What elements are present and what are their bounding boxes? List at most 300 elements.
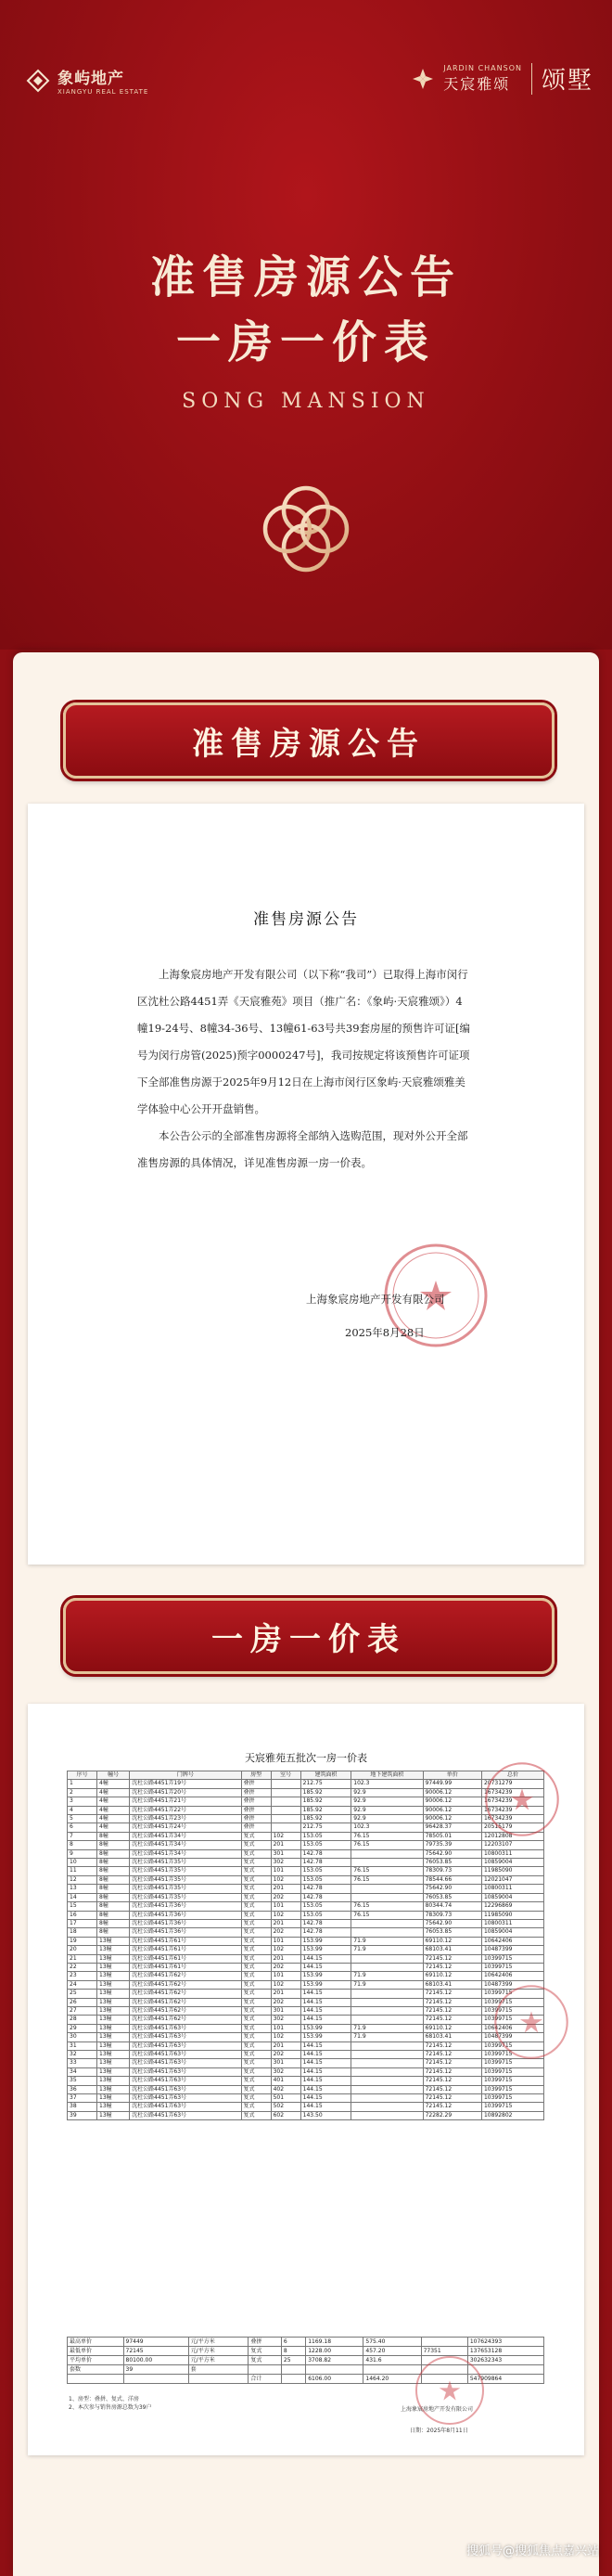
table-cell: 10399715 [481, 2006, 543, 2015]
table-cell: 12 [68, 1875, 97, 1884]
table-cell: 8幢 [97, 1849, 130, 1858]
table-cell: 76053.85 [423, 1928, 481, 1937]
column-header: 单价 [423, 1771, 481, 1780]
summary-cell: 80100.00 [123, 2356, 188, 2365]
table-cell: 38 [68, 2103, 97, 2111]
table-cell: 13幢 [97, 1954, 130, 1963]
table-cell: 13幢 [97, 2103, 130, 2111]
table-cell: 202 [271, 1893, 300, 1901]
table-cell: 19 [68, 1937, 97, 1945]
xiangyu-logo-icon [26, 69, 50, 93]
table-cell: 602 [271, 2111, 300, 2119]
table-cell: 13幢 [97, 1998, 130, 2006]
table-cell: 16734239 [481, 1788, 543, 1797]
summary-cell: 97449 [123, 2338, 188, 2347]
table-cell: 20 [68, 1946, 97, 1954]
table-cell: 13幢 [97, 1972, 130, 1980]
table-cell: 72145.12 [423, 2094, 481, 2103]
table-cell: 301 [271, 1849, 300, 1858]
table-cell: 75642.90 [423, 1919, 481, 1927]
table-cell: 沈杜公路4451弄61号 [130, 1937, 241, 1945]
table-cell: 502 [271, 2103, 300, 2111]
table-cell: 102.3 [351, 1823, 423, 1832]
company-seal-icon [491, 1982, 571, 2062]
table-cell: 10859004 [481, 1859, 543, 1867]
table-cell: 复式 [241, 1919, 271, 1927]
price-list-document [28, 1704, 584, 2455]
table-cell: 69110.12 [423, 1937, 481, 1945]
table-cell: 72145.12 [423, 2059, 481, 2067]
table-cell: 沈杜公路4451弄19号 [130, 1780, 241, 1788]
table-cell: 101 [271, 1902, 300, 1911]
price-table-body [68, 1780, 544, 2120]
summary-cell: 137653128 [467, 2347, 543, 2356]
table-cell: 复式 [241, 1885, 271, 1893]
table-cell: 144.15 [300, 2059, 351, 2067]
summary-cell: 77351 [421, 2347, 467, 2356]
table-cell [351, 2103, 423, 2111]
table-cell: 24 [68, 1980, 97, 1989]
table-cell [351, 2111, 423, 2119]
table-cell: 沈杜公路4451弄35号 [130, 1867, 241, 1875]
table-cell: 叠拼 [241, 1780, 271, 1788]
xiangyu-logo [26, 65, 148, 96]
table-cell: 8幢 [97, 1832, 130, 1840]
table-cell: 71.9 [351, 1937, 423, 1945]
table-cell: 23 [68, 1972, 97, 1980]
table-cell: 6 [68, 1823, 97, 1832]
table-cell: 31 [68, 2041, 97, 2050]
table-cell: 72145.12 [423, 1963, 481, 1971]
table-cell: 76.15 [351, 1911, 423, 1919]
table-cell: 153.99 [300, 1937, 351, 1945]
table-cell: 10642406 [481, 1937, 543, 1945]
table-row [68, 1788, 544, 1797]
table-cell: 153.99 [300, 1946, 351, 1954]
table-cell: 72145.12 [423, 1998, 481, 2006]
table-cell: 12012808 [481, 1832, 543, 1840]
summary-cell: 元/平方米 [188, 2356, 249, 2365]
table-cell: 30 [68, 2033, 97, 2041]
table-cell: 71.9 [351, 2024, 423, 2032]
notice-date: 2025年8月28日 [345, 1326, 425, 1339]
table-cell: 沈杜公路4451弄35号 [130, 1893, 241, 1901]
table-cell: 沈杜公路4451弄61号 [130, 1963, 241, 1971]
table-cell: 8幢 [97, 1859, 130, 1867]
table-cell: 153.99 [300, 2024, 351, 2032]
table-cell: 142.78 [300, 1919, 351, 1927]
table-cell: 101 [271, 1867, 300, 1875]
table-row [68, 1806, 544, 1814]
summary-cell: 复式 [249, 2347, 281, 2356]
table-row [68, 1859, 544, 1867]
summary-cell: 431.6 [363, 2356, 421, 2365]
table-cell: 10892802 [481, 2111, 543, 2119]
table-row [68, 1972, 544, 1980]
table-cell: 沈杜公路4451弄35号 [130, 1875, 241, 1884]
summary-cell [421, 2338, 467, 2347]
table-cell: 96428.37 [423, 1823, 481, 1832]
table-cell: 69110.12 [423, 2024, 481, 2032]
column-header: 地下建筑面积 [351, 1771, 423, 1780]
table-cell [351, 1998, 423, 2006]
summary-cell [306, 2365, 363, 2375]
hero-subtitle: SONG MANSION [182, 390, 430, 413]
table-cell: 11985090 [481, 1911, 543, 1919]
table-row [68, 2094, 544, 2103]
table-cell: 16734239 [481, 1806, 543, 1814]
table-cell: 144.15 [300, 1990, 351, 1998]
table-cell: 72282.29 [423, 2111, 481, 2119]
table-row [68, 2016, 544, 2024]
summary-cell: 叠拼 [249, 2338, 281, 2347]
table-cell: 复式 [241, 1875, 271, 1884]
table-cell: 沈杜公路4451弄62号 [130, 1980, 241, 1989]
table-cell: 75642.90 [423, 1885, 481, 1893]
price-list-banner: 一房一价表 [63, 1598, 555, 1674]
summary-cell [281, 2375, 305, 2384]
table-cell: 302 [271, 2016, 300, 2024]
table-cell: 叠拼 [241, 1823, 271, 1832]
table-cell: 复式 [241, 1972, 271, 1980]
xiangyu-brand-en: XIANGYU REAL ESTATE [57, 88, 149, 96]
table-cell: 13幢 [97, 2077, 130, 2085]
table-cell: 13幢 [97, 1990, 130, 1998]
notice-body [137, 961, 471, 1177]
table-cell: 10399715 [481, 2094, 543, 2103]
company-seal-icon [482, 1759, 562, 1839]
table-cell [351, 1990, 423, 1998]
table-cell: 10487399 [481, 1946, 543, 1954]
table-cell: 76.15 [351, 1841, 423, 1849]
column-header: 门牌号 [130, 1771, 241, 1780]
table-cell: 34 [68, 2067, 97, 2076]
table-cell: 102 [271, 1980, 300, 1989]
table-cell: 69110.12 [423, 1972, 481, 1980]
table-cell: 90006.12 [423, 1788, 481, 1797]
summary-cell: 575.40 [363, 2338, 421, 2347]
table-cell [351, 1954, 423, 1963]
table-cell: 10399715 [481, 1990, 543, 1998]
table-cell: 10399715 [481, 2085, 543, 2093]
table-cell: 144.15 [300, 2103, 351, 2111]
table-cell: 13幢 [97, 2041, 130, 2050]
table-cell: 沈杜公路4451弄21号 [130, 1797, 241, 1806]
table-cell: 10399715 [481, 1963, 543, 1971]
table-cell: 10800311 [481, 1885, 543, 1893]
summary-cell: 1169.18 [306, 2338, 363, 2347]
table-cell [351, 2041, 423, 2050]
knot-emblem-icon [250, 473, 362, 585]
table-cell: 92.9 [351, 1788, 423, 1797]
table-cell: 153.99 [300, 1980, 351, 1989]
table-cell: 沈杜公路4451弄63号 [130, 2111, 241, 2119]
hero-title-price-list: 一房一价表 [175, 316, 436, 368]
table-cell: 10399715 [481, 2059, 543, 2067]
table-cell: 71.9 [351, 1972, 423, 1980]
summary-cell: 6 [281, 2338, 305, 2347]
table-cell: 沈杜公路4451弄63号 [130, 2059, 241, 2067]
table-date: 日期：2025年8月11日 [410, 2428, 468, 2434]
table-cell: 16 [68, 1911, 97, 1919]
table-cell: 153.05 [300, 1867, 351, 1875]
table-cell: 102 [271, 2033, 300, 2041]
table-row [68, 1963, 544, 1971]
table-cell: 17 [68, 1919, 97, 1927]
table-cell: 10399715 [481, 2067, 543, 2076]
table-row [68, 1885, 544, 1893]
table-cell: 沈杜公路4451弄36号 [130, 1902, 241, 1911]
table-cell: 3 [68, 1797, 97, 1806]
table-cell: 68103.41 [423, 2033, 481, 2041]
table-cell: 8幢 [97, 1919, 130, 1927]
summary-cell: 合计 [249, 2375, 281, 2384]
table-cell: 78544.66 [423, 1875, 481, 1884]
table-cell: 75642.90 [423, 1849, 481, 1858]
table-cell: 复式 [241, 1963, 271, 1971]
column-header: 序号 [68, 1771, 97, 1780]
table-cell: 153.99 [300, 1972, 351, 1980]
table-cell: 201 [271, 1990, 300, 1998]
xiangyu-brand-name: 象屿地产 [57, 70, 124, 88]
summary-cell: 107624393 [467, 2338, 543, 2347]
table-cell: 102.3 [351, 1780, 423, 1788]
table-cell: 沈杜公路4451弄35号 [130, 1885, 241, 1893]
table-cell: 142.78 [300, 1859, 351, 1867]
table-cell: 72145.12 [423, 2067, 481, 2076]
table-cell: 复式 [241, 1954, 271, 1963]
summary-cell: 元/平方米 [188, 2347, 249, 2356]
table-cell [351, 1928, 423, 1937]
table-cell: 76.15 [351, 1867, 423, 1875]
table-cell: 沈杜公路4451弄63号 [130, 2094, 241, 2103]
table-cell: 153.05 [300, 1911, 351, 1919]
table-cell: 37 [68, 2094, 97, 2103]
table-cell: 144.15 [300, 2085, 351, 2093]
table-cell: 13幢 [97, 2033, 130, 2041]
table-cell: 复式 [241, 2085, 271, 2093]
table-signer: 上海象宸房地产开发有限公司 [401, 2406, 474, 2413]
table-cell: 8幢 [97, 1902, 130, 1911]
table-cell [351, 2067, 423, 2076]
price-table-header [68, 1771, 544, 1780]
jardin-chanson-en: JARDIN CHANSON [443, 63, 522, 72]
summary-cell: 72145 [123, 2347, 188, 2356]
notice-paragraph-2: 本公告公示的全部准售房源将全部纳入选购范围，现对外公开全部准售房源的具体情况，详见准售房源一房一价表。 [137, 1129, 468, 1169]
summary-cell: 457.20 [363, 2347, 421, 2356]
table-cell: 10399715 [481, 2041, 543, 2050]
table-cell: 10399715 [481, 1998, 543, 2006]
suite-name: 颂墅 [541, 67, 593, 95]
table-row [68, 1797, 544, 1806]
table-cell: 72145.12 [423, 2103, 481, 2111]
table-cell: 复式 [241, 2103, 271, 2111]
table-cell: 13幢 [97, 2006, 130, 2015]
company-seal-icon [413, 2353, 487, 2428]
table-cell: 90006.12 [423, 1797, 481, 1806]
table-cell: 153.05 [300, 1875, 351, 1884]
table-cell: 13幢 [97, 2111, 130, 2119]
table-cell: 沈杜公路4451弄34号 [130, 1832, 241, 1840]
table-cell: 201 [271, 2041, 300, 2050]
table-note-2: 2、本次参与销售房源总数为39户 [69, 2404, 152, 2411]
table-row [68, 1815, 544, 1823]
table-cell: 复式 [241, 1990, 271, 1998]
table-cell: 143.50 [300, 2111, 351, 2119]
table-cell: 22 [68, 1963, 97, 1971]
table-cell: 13幢 [97, 1937, 130, 1945]
table-cell: 72145.12 [423, 2077, 481, 2085]
column-header: 总价 [481, 1771, 543, 1780]
table-cell: 复式 [241, 2059, 271, 2067]
table-cell: 35 [68, 2077, 97, 2085]
table-row [68, 1823, 544, 1832]
table-cell: 144.15 [300, 2051, 351, 2059]
table-cell: 185.92 [300, 1815, 351, 1823]
table-cell: 复式 [241, 2006, 271, 2015]
table-cell: 97449.99 [423, 1780, 481, 1788]
table-cell: 复式 [241, 2024, 271, 2032]
table-cell: 21 [68, 1954, 97, 1963]
table-cell: 沈杜公路4451弄61号 [130, 1946, 241, 1954]
table-cell: 复式 [241, 1849, 271, 1858]
table-cell: 71.9 [351, 1980, 423, 1989]
table-cell: 33 [68, 2059, 97, 2067]
notice-signer: 上海象宸房地产开发有限公司 [306, 1293, 445, 1306]
price-table-title: 天宸雅苑五批次一房一价表 [245, 1752, 367, 1764]
table-cell: 4 [68, 1806, 97, 1814]
summary-cell: 8 [281, 2347, 305, 2356]
table-row [68, 2111, 544, 2119]
table-cell [351, 2094, 423, 2103]
summary-cell: 最高单价 [68, 2338, 124, 2347]
table-cell: 13 [68, 1885, 97, 1893]
table-cell: 沈杜公路4451弄34号 [130, 1849, 241, 1858]
table-cell: 沈杜公路4451弄62号 [130, 2006, 241, 2015]
table-cell [351, 2051, 423, 2059]
table-cell: 复式 [241, 2067, 271, 2076]
jardin-chanson-logo [412, 61, 593, 96]
table-cell: 153.99 [300, 2033, 351, 2041]
table-cell: 14 [68, 1893, 97, 1901]
table-notes [69, 2395, 151, 2412]
table-cell: 144.15 [300, 1954, 351, 1963]
summary-cell: 39 [123, 2365, 188, 2375]
table-cell: 沈杜公路4451弄63号 [130, 2067, 241, 2076]
table-cell: 39 [68, 2111, 97, 2119]
table-cell [351, 1893, 423, 1901]
table-cell: 80344.74 [423, 1902, 481, 1911]
notice-banner: 准售房源公告 [63, 702, 555, 779]
table-cell [351, 1849, 423, 1858]
table-cell: 72145.12 [423, 2051, 481, 2059]
table-cell: 10800311 [481, 1919, 543, 1927]
table-cell: 101 [271, 1937, 300, 1945]
table-cell: 沈杜公路4451弄23号 [130, 1815, 241, 1823]
table-cell: 102 [271, 1875, 300, 1884]
table-row [68, 1919, 544, 1927]
summary-cell [188, 2375, 249, 2384]
table-cell [351, 2059, 423, 2067]
table-cell: 11985090 [481, 1867, 543, 1875]
table-cell: 101 [271, 1972, 300, 1980]
table-cell: 28 [68, 2016, 97, 2024]
table-cell: 201 [271, 1954, 300, 1963]
table-cell: 复式 [241, 1937, 271, 1945]
table-cell: 212.75 [300, 1823, 351, 1832]
table-cell: 501 [271, 2094, 300, 2103]
summary-cell: 最低单价 [68, 2347, 124, 2356]
notice-paragraph-1: 上海象宸房地产开发有限公司（以下称“我司”）已取得上海市闵行区沈杜公路4451弄《天宸雅苑》项目（推广名：《象屿·天宸雅颂》）4幢19-24号、8幢34-36号、13幢61-63号共39套房屋的预售许可证[编号为闵行房管(2025)预字0000247号]，我司按规定将该预售许可证项下全部准售房源于2025年9月12日在上海市闵行区象屿·天宸雅颂雅美学体验中心公开开盘销售。 [137, 968, 471, 1115]
table-cell: 9 [68, 1849, 97, 1858]
table-row [68, 1841, 544, 1849]
table-cell: 10487399 [481, 2033, 543, 2041]
table-row [68, 2024, 544, 2032]
table-cell: 142.78 [300, 1849, 351, 1858]
price-table [67, 1771, 544, 2120]
table-cell: 复式 [241, 1980, 271, 1989]
table-cell [271, 1806, 300, 1814]
table-cell: 4幢 [97, 1780, 130, 1788]
table-cell: 102 [271, 1832, 300, 1840]
table-cell: 26 [68, 1998, 97, 2006]
table-cell: 复式 [241, 1946, 271, 1954]
table-cell: 10399715 [481, 2051, 543, 2059]
table-cell: 10642406 [481, 2024, 543, 2032]
table-row [68, 1893, 544, 1901]
table-cell: 32 [68, 2051, 97, 2059]
table-cell: 13幢 [97, 1980, 130, 1989]
table-cell: 复式 [241, 1867, 271, 1875]
table-row [68, 1849, 544, 1858]
table-cell: 18 [68, 1928, 97, 1937]
table-cell: 202 [271, 2051, 300, 2059]
hero-section [0, 0, 612, 650]
table-cell: 沈杜公路4451弄20号 [130, 1788, 241, 1797]
table-cell: 复式 [241, 1902, 271, 1911]
table-cell: 复式 [241, 1859, 271, 1867]
table-cell: 沈杜公路4451弄63号 [130, 2051, 241, 2059]
table-cell: 202 [271, 1928, 300, 1937]
summary-cell [68, 2375, 124, 2384]
table-cell: 90006.12 [423, 1806, 481, 1814]
source-watermark: 搜狐号@搜狐焦点嘉兴站 [465, 2544, 599, 2558]
table-cell: 10399715 [481, 2077, 543, 2085]
table-cell: 复式 [241, 1832, 271, 1840]
table-row [68, 2059, 544, 2067]
table-cell: 71.9 [351, 1946, 423, 1954]
table-cell: 144.15 [300, 2041, 351, 2050]
table-cell: 13幢 [97, 2016, 130, 2024]
table-cell: 13幢 [97, 2024, 130, 2032]
table-cell: 10800311 [481, 1849, 543, 1858]
table-cell: 10859004 [481, 1928, 543, 1937]
table-cell: 90006.12 [423, 1815, 481, 1823]
table-cell: 4幢 [97, 1797, 130, 1806]
table-cell: 10487399 [481, 1980, 543, 1989]
table-cell: 叠拼 [241, 1797, 271, 1806]
table-cell: 13幢 [97, 2051, 130, 2059]
table-cell: 11 [68, 1867, 97, 1875]
table-cell: 13幢 [97, 1963, 130, 1971]
table-cell: 10642406 [481, 1972, 543, 1980]
table-cell [271, 1788, 300, 1797]
hero-title-notice: 准售房源公告 [149, 251, 462, 303]
jardin-chanson-zh: 天宸雅颂 [443, 74, 511, 93]
table-row [68, 2006, 544, 2015]
table-row [68, 1990, 544, 1998]
table-row [68, 1998, 544, 2006]
